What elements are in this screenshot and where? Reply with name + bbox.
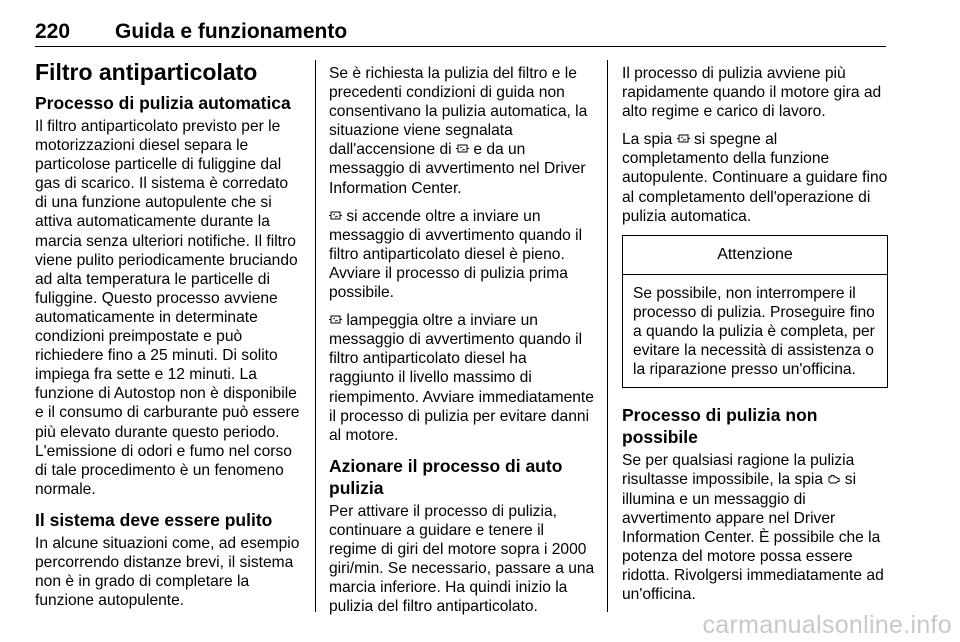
text-run: si illumina e un messaggio di avvertimento appare nel Driver Information Center. È possibile che la potenza del motore possa essere ridotta. Rivolgersi immediatamente ad un'officina. xyxy=(622,471,884,603)
text-run: si accende oltre a inviare un messaggio di avvertimento quando il filtro antiparticolato diesel è pieno. Avviare il processo di pulizia prima possibile. xyxy=(329,207,583,302)
paragraph-system-clean: In alcune situazioni come, ad esempio percorrendo distanze brevi, il sistema non è in grado di completare la funzione autopulente. xyxy=(35,534,300,610)
paragraph-filter-request xyxy=(329,64,595,198)
text-run: Se è richiesta la pulizia del filtro e le precedenti condizioni di guida non consentivano la pulizia automatica, la situazione viene segnalata dall'accensione di xyxy=(329,65,588,159)
text-run: La spia xyxy=(622,131,673,149)
page-header xyxy=(35,16,886,47)
column-right xyxy=(622,64,888,613)
warning-title: Attenzione xyxy=(623,236,887,275)
paragraph-filter-full xyxy=(329,207,595,302)
chapter-title: Guida e funzionamento xyxy=(115,20,348,43)
subheading-system-clean: Il sistema deve essere pulito xyxy=(35,509,273,530)
paragraph-cleaning-impossible xyxy=(622,451,888,604)
column-left xyxy=(35,58,303,619)
warning-box xyxy=(622,235,888,389)
warning-body: Se possibile, non interrompere il processo di pulizia. Proseguire fino a quando la pulizia è completa, per evitare la necessità di assistenza o la riparazione presso un'officina. xyxy=(633,284,875,379)
text-run: lampeggia oltre a inviare un messaggio di avvertimento quando il filtro antiparticolato diesel ha raggiunto il livello massimo di riempimento. Avviare immediatamente il processo di pulizia per evitare danni al motore. xyxy=(329,312,594,444)
subheading-cleaning-impossible: Processo di pulizia non possibile xyxy=(622,405,818,448)
column-divider xyxy=(315,60,316,612)
watermark: carmanualsonline.info xyxy=(702,611,952,639)
paragraph-cleaning-speed: Il processo di pulizia avviene più rapidamente quando il motore gira ad alto regime e carico di lavoro. xyxy=(622,65,882,121)
page-number: 220 xyxy=(35,20,71,43)
column-middle xyxy=(329,64,595,625)
column-divider xyxy=(607,60,608,612)
engine-warning-icon xyxy=(827,472,840,485)
paragraph-auto-cleaning: Il filtro antiparticolato previsto per le motorizzazioni diesel separa le particolose particelle di fuliggine dal gas di scarico. Il sistema è corredato di una funzione autopulente che si attiva automaticamente durante la marcia senza ulteriori notifiche. Il filtro viene pulito periodicamente bruciando ad alta temperatura le particelle di fuliggine. Questo processo avviene automaticamente in determinate condizioni preimpostate e può richiedere fino a 25 minuti. Di solito impiega fra sette e 12 minuti. La funzione di Autostop non è disponibile e il consumo di carburante può essere più elevato durante questo periodo. L'emissione di odori e fumo nel corso di tale procedimento è un fenomeno normale. xyxy=(35,118,300,498)
text-run: si spegne al completamento della funzione autopulente. Continuare a guidare fino al completamento dell'operazione di pulizia automatica. xyxy=(622,131,888,225)
subheading-auto-cleaning: Processo di pulizia automatica xyxy=(35,93,291,113)
paragraph-start-cleaning: Per attivare il processo di pulizia, continuare a guidare e tenere il regime di giri del motore sopra i 2000 giri/min. Se necessario, passare a una marcia inferiore. Ha quindi inizio la pulizia del filtro antiparticolato. xyxy=(329,502,595,616)
diesel-particulate-filter-icon xyxy=(329,313,342,326)
text-run: Se per qualsiasi ragione la pulizia risultasse impossibile, la spia xyxy=(622,452,855,489)
paragraph-light-off xyxy=(622,130,888,225)
diesel-particulate-filter-icon xyxy=(677,132,690,145)
paragraph-filter-max xyxy=(329,311,595,445)
diesel-particulate-filter-icon xyxy=(456,142,469,155)
diesel-particulate-filter-icon xyxy=(329,209,342,222)
subheading-start-cleaning: Azionare il processo di auto pulizia xyxy=(329,455,563,498)
section-title: Filtro antiparticolato xyxy=(35,59,258,85)
text-run: e da un messaggio di avvertimento nel Driver Information Center. xyxy=(329,141,586,197)
